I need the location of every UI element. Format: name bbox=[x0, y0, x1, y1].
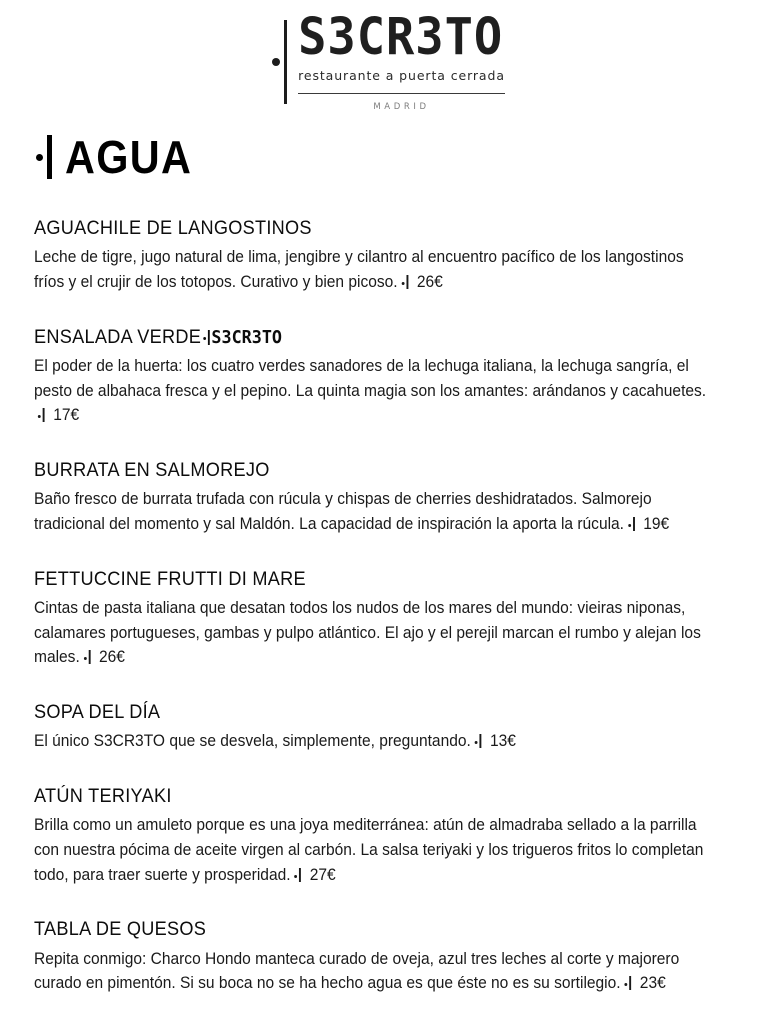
menu-item-description-text: Cintas de pasta italiana que desatan todos los nudos de los mares del mundo: vieiras niponas, calamares portugueses, gambas y pulpo atlántico. El ajo y el perejil marcan el rumbo y alejan los males. bbox=[34, 599, 701, 667]
menu-item-description-text: Leche de tigre, jugo natural de lima, jengibre y cilantro al encuentro pacífico de los langostinos fríos y el crujir de los totopos. Curativo y bien picoso. bbox=[34, 248, 684, 291]
price-separator-icon bbox=[84, 645, 91, 670]
menu-item-title bbox=[34, 458, 693, 482]
vertical-bar-icon bbox=[47, 135, 52, 179]
menu-item-price: 19€ bbox=[643, 515, 670, 533]
menu-item-title-text: SOPA DEL DÍA bbox=[34, 700, 161, 723]
menu-item-price: 26€ bbox=[416, 273, 443, 291]
menu-item-price: 13€ bbox=[490, 732, 516, 751]
menu-item-title-text: BURRATA EN SALMOREJO bbox=[34, 459, 270, 481]
restaurant-logo bbox=[0, 0, 777, 112]
logo-divider bbox=[298, 93, 505, 94]
logo-wordmark: S3CR3TO bbox=[298, 7, 504, 68]
menu-item-price: 27€ bbox=[309, 865, 336, 884]
dot-icon bbox=[36, 154, 43, 161]
menu-item-description-text: Baño fresco de burrata trufada con rúcula y chispas de cherries deshidratados. Salmorejo tradicional del momento y sal Maldón. La capacidad de inspiración la aporta la rúcula. bbox=[34, 490, 652, 533]
menu-item-title-text: AGUACHILE DE LANGOSTINOS bbox=[34, 217, 312, 239]
menu-item-description bbox=[34, 729, 715, 754]
logo-mark bbox=[272, 12, 287, 104]
menu-item bbox=[34, 325, 743, 428]
logo-tagline: restaurante a puerta cerrada bbox=[298, 68, 505, 83]
menu-item-title bbox=[34, 700, 693, 724]
menu-item-title-text: TABLA DE QUESOS bbox=[34, 918, 207, 941]
menu-item-description bbox=[34, 487, 715, 536]
menu-item-title bbox=[34, 325, 693, 350]
price-separator-icon bbox=[401, 270, 408, 295]
logo-inner bbox=[272, 7, 505, 112]
menu-item bbox=[34, 567, 743, 670]
page-title: AGUA bbox=[65, 131, 193, 183]
menu-item-description bbox=[34, 245, 715, 294]
menu-item-title-logo: S3CR3TO bbox=[211, 326, 282, 348]
price-separator-icon bbox=[624, 971, 631, 996]
price-separator-icon bbox=[294, 863, 301, 888]
menu-item-description bbox=[34, 596, 715, 670]
menu-item-description-text: El único S3CR3TO que se desvela, simplemente, preguntando. bbox=[34, 732, 471, 751]
menu-item bbox=[34, 458, 743, 537]
menu-item bbox=[34, 700, 743, 754]
menu-item-title bbox=[34, 216, 693, 240]
logo-city: MADRID bbox=[373, 102, 430, 112]
menu-item-title bbox=[34, 917, 693, 941]
price-separator-icon bbox=[628, 512, 635, 537]
heading-mark bbox=[36, 135, 52, 179]
menu-item-description-text: El poder de la huerta: los cuatro verdes sanadores de la lechuga italiana, la lechuga sangría, el pesto de albahaca fresca y el pepino. La quinta magia son los amantes: arándanos y cacahuetes. bbox=[34, 357, 707, 400]
menu-item-price: 17€ bbox=[53, 406, 80, 425]
menu-item bbox=[34, 784, 743, 887]
menu-item-description-text: Repita conmigo: Charco Hondo manteca curado de oveja, azul tres leches al corte y majorero curado en pimentón. Si su boca no se ha hecho agua es que éste no es su sortilegio. bbox=[34, 949, 680, 993]
menu-item-description bbox=[34, 354, 715, 428]
menu-item-description bbox=[34, 947, 715, 996]
menu-item-price: 23€ bbox=[639, 974, 666, 993]
price-separator-icon bbox=[475, 729, 482, 754]
menu-item bbox=[34, 917, 743, 996]
menu-item-description-text: Brilla como un amuleto porque es una joya mediterránea: atún de almadraba sellado a la parrilla con nuestra pócima de aceite virgen al carbón. La salsa teriyaki y los trigueros fritos lo completan todo, para traer suerte y prosperidad. bbox=[34, 816, 704, 884]
section-heading-agua bbox=[36, 131, 777, 183]
menu-item-title bbox=[34, 784, 693, 808]
menu-item-description bbox=[34, 813, 715, 887]
vertical-bar-icon bbox=[284, 20, 287, 104]
menu-item-title-text: ENSALADA VERDE bbox=[34, 325, 202, 348]
menu-item-title bbox=[34, 567, 693, 591]
menu-item bbox=[34, 216, 743, 295]
title-separator-icon bbox=[203, 325, 210, 349]
menu-item-title-text: FETTUCCINE FRUTTI DI MARE bbox=[34, 567, 306, 590]
dot-icon bbox=[272, 58, 280, 66]
logo-text-column bbox=[298, 7, 505, 112]
menu-item-price: 26€ bbox=[98, 648, 125, 667]
menu-item-title-text: ATÚN TERIYAKI bbox=[34, 784, 172, 807]
price-separator-icon bbox=[38, 403, 45, 428]
menu-list bbox=[34, 216, 743, 996]
